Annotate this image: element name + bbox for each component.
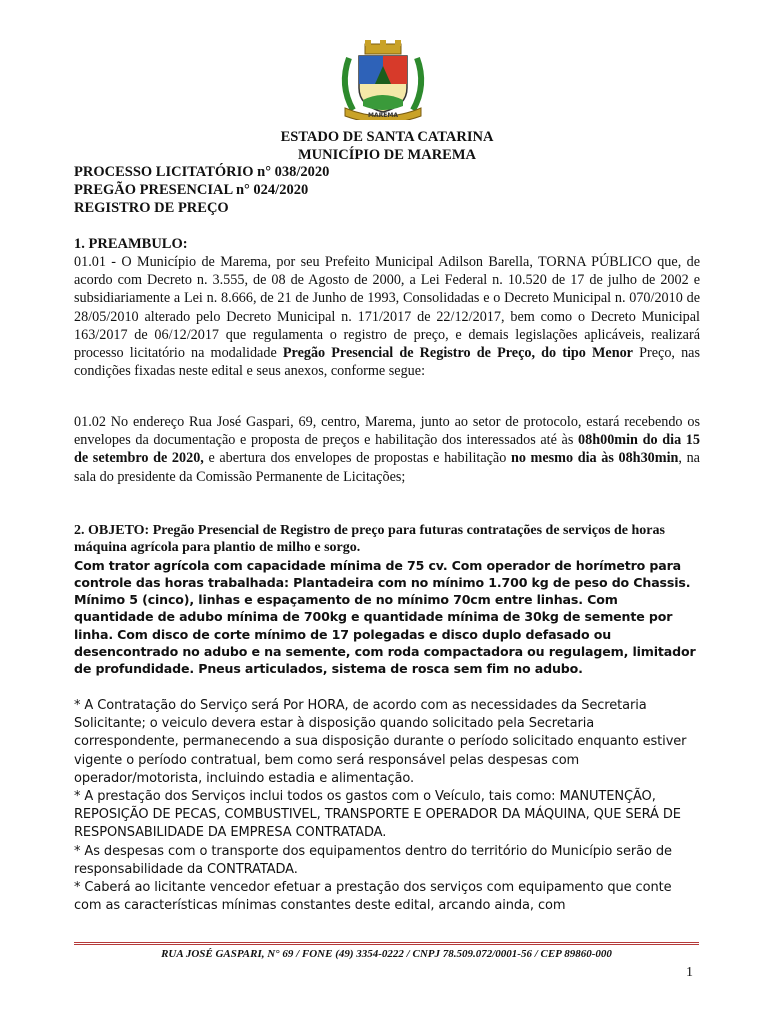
section-objeto <box>74 522 700 678</box>
contract-notes <box>74 697 700 915</box>
objeto-title: 2. OBJETO: Pregão Presencial de Registro de preço para futuras contratações de serviços de horas máquina agrícola para plantio de milho e sorgo. <box>74 523 665 556</box>
footer-divider <box>74 942 699 945</box>
page-number: 1 <box>686 965 693 980</box>
crest-motto: MAREMA <box>368 112 398 119</box>
municipal-crest-logo <box>335 40 431 120</box>
paragraph-01-01: 01.01 - O Município de Marema, por seu Prefeito Municipal Adilson Barella, TORNA PÚBLICO que, de acordo com Decreto n. 3.555, de 08 de Agosto de 2000, a Lei Federal n. 10.520 de 17 de julho de 2002 e subsidiariamente a Lei n. 8.666, de 21 de Junho de 1993, Consolidadas e o Decreto Municipal n. 070/2010 de 28/05/2010 alterado pelo Decreto Municipal n. 171/2017 de 22/12/2017, bem como o Decreto Municipal 163/2017 de 06/12/2017 que regulamenta o registro de preço, e demais legislações aplicáveis, realizará processo licitatório na modalidade Pregão Presencial de Registro de Preço, do tipo Menor Preço, nas condições fixadas neste edital e seus anexos, conforme segue: <box>74 254 700 380</box>
paragraph-01-02: 01.02 No endereço Rua José Gaspari, 69, centro, Marema, junto ao setor de protocolo, estará recebendo os envelopes da documentação e proposta de preços e habilitação dos interessados até às 08h00min do dia 15 de setembro de 2020, e abertura dos envelopes de propostas e habilitação no mesmo dia às 08h30min, na sala do presidente da Comissão Permanente de Licitações; <box>74 414 700 485</box>
note-contratacao: * A Contratação do Serviço será Por HORA, de acordo com as necessidades da Secretaria Solicitante; o veiculo devera estar à disposição quando solicitado pela Secretaria correspondente, permanecendo a sua disposição durante o período solicitado enquanto estiver vigente o período contratual, bem como será responsável pelas despesas com operador/motorista, incluindo estadia e alimentação. <box>74 698 687 786</box>
processo-licitatorio: PROCESSO LICITATÓRIO n° 038/2020 <box>74 164 330 180</box>
state-title: ESTADO DE SANTA CATARINA <box>280 129 494 145</box>
footer-address: RUA JOSÉ GASPARI, N° 69 / FONE (49) 3354-0222 / CNPJ 78.509.072/0001-56 / CEP 89860-000 <box>161 948 612 960</box>
paragraph-01-02-block <box>74 413 700 486</box>
note-licitante: * Caberá ao licitante vencedor efetuar a prestação dos serviços com equipamento que conte com as características mínimas constantes deste edital, arcando ainda, com <box>74 880 672 914</box>
pregao-presencial: PREGÃO PRESENCIAL n° 024/2020 <box>74 182 309 198</box>
document-header <box>74 128 700 164</box>
process-meta <box>74 163 329 217</box>
note-prestacao: * A prestação dos Serviços inclui todos os gastos com o Veículo, tais como: MANUTENÇÃO, REPOSIÇÃO DE PECAS, COMBUSTIVEL, TRANSPORTE E OPERADOR DA MÁQUINA, QUE SERÁ DE RESPONSABILIDADE DA EMPRESA CONTRATADA. <box>74 789 681 841</box>
objeto-specification: Com trator agrícola com capacidade mínima de 75 cv. Com operador de horímetro para controle das horas trabalhada: Plantadeira com no mínimo 1.700 kg de peso do Chassis. Mínimo 5 (cinco), linhas e espaçamento de no mínimo 70cm entre linhas. Com quantidade de adubo mínima de 700kg e quantidade mínima de 30kg de semente por linha. Com disco de corte mínimo de 17 polegadas e disco duplo defasado ou desencontrado no adubo e na semente, com roda compactadora ou regulagem, limitador de profundidade. Pneus articulados, sistema de rosca sem fim no adubo. <box>74 557 696 677</box>
section-preambulo <box>74 235 700 380</box>
section-title: 1. PREAMBULO: <box>74 236 188 252</box>
municipality-title: MUNICÍPIO DE MAREMA <box>297 147 476 163</box>
registro-de-preco: REGISTRO DE PREÇO <box>74 200 229 216</box>
note-despesas: * As despesas com o transporte dos equipamentos dentro do território do Município serão de responsabilidade da CONTRATADA. <box>74 843 672 877</box>
